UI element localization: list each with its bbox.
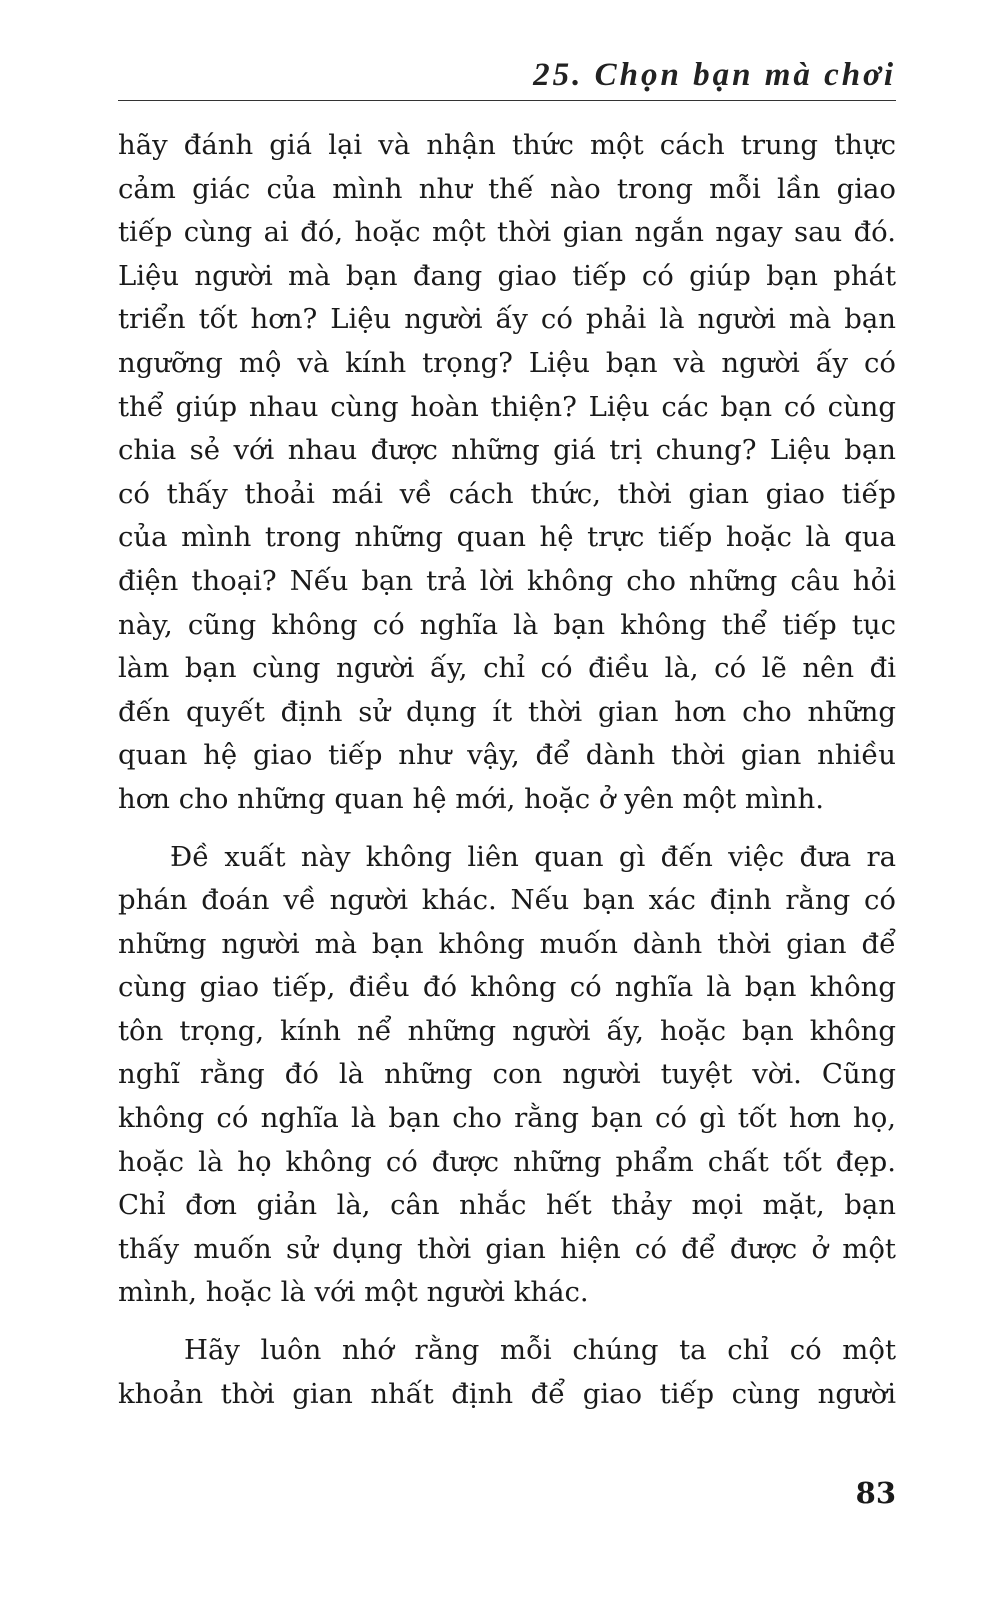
- text-line: khoản thời gian nhất định để giao tiếp cùng người: [118, 1377, 896, 1410]
- text-line: hãy đánh giá lại và nhận thức một cách trung thực: [118, 129, 896, 161]
- header-divider: [118, 100, 896, 101]
- body-text: [118, 124, 896, 1416]
- text-line: thể giúp nhau cùng hoàn thiện? Liệu các bạn có cùng: [118, 390, 896, 423]
- text-line: mình, hoặc là với một người khác.: [118, 1276, 589, 1309]
- text-line: thấy muốn sử dụng thời gian hiện có để được ở một: [118, 1232, 896, 1265]
- paragraph-1: [118, 124, 896, 822]
- text-line: quan hệ giao tiếp như vậy, để dành thời gian nhiều: [118, 739, 896, 772]
- text-line: nghĩ rằng đó là những con người tuyệt vời. Cũng: [118, 1058, 896, 1091]
- text-line: cùng giao tiếp, điều đó không có nghĩa là bạn không: [118, 971, 896, 1004]
- text-line: cảm giác của mình như thế nào trong mỗi lần giao: [118, 172, 896, 205]
- text-line: đến quyết định sử dụng ít thời gian hơn cho những: [118, 695, 896, 728]
- running-header-title: 25. Chọn bạn mà chơi: [533, 57, 896, 93]
- text-line: ngưỡng mộ và kính trọng? Liệu bạn và người ấy có: [118, 346, 896, 379]
- text-line: này, cũng không có nghĩa là bạn không thể tiếp tục: [118, 608, 896, 641]
- text-line: tôn trọng, kính nể những người ấy, hoặc bạn không: [118, 1014, 896, 1047]
- text-line: chia sẻ với nhau được những giá trị chung? Liệu bạn: [118, 434, 896, 467]
- text-line: Hãy luôn nhớ rằng mỗi chúng ta chỉ có một: [184, 1334, 896, 1367]
- page-number: 83: [855, 1476, 896, 1510]
- text-line: hơn cho những quan hệ mới, hoặc ở yên một mình.: [118, 782, 824, 815]
- text-line: Liệu người mà bạn đang giao tiếp có giúp bạn phát: [118, 259, 896, 292]
- text-line: của mình trong những quan hệ trực tiếp hoặc là qua: [118, 521, 896, 554]
- text-line: tiếp cùng ai đó, hoặc một thời gian ngắn ngay sau đó.: [118, 216, 896, 249]
- text-line: phán đoán về người khác. Nếu bạn xác định rằng có: [118, 884, 896, 917]
- text-line: Đề xuất này không liên quan gì đến việc đưa ra: [170, 840, 896, 873]
- text-line: có thấy thoải mái về cách thức, thời gian giao tiếp: [118, 477, 896, 510]
- text-line: làm bạn cùng người ấy, chỉ có điều là, có lẽ nên đi: [118, 652, 896, 685]
- text-line: hoặc là họ không có được những phẩm chất tốt đẹp.: [118, 1145, 896, 1178]
- text-line: Chỉ đơn giản là, cân nhắc hết thảy mọi mặt, bạn: [118, 1189, 896, 1222]
- paragraph-3: [118, 1329, 896, 1416]
- text-line: triển tốt hơn? Liệu người ấy có phải là người mà bạn: [118, 303, 896, 336]
- paragraph-2: [118, 836, 896, 1316]
- text-line: những người mà bạn không muốn dành thời gian để: [118, 927, 896, 960]
- text-line: không có nghĩa là bạn cho rằng bạn có gì tốt hơn họ,: [118, 1102, 896, 1135]
- text-line: điện thoại? Nếu bạn trả lời không cho những câu hỏi: [118, 564, 896, 597]
